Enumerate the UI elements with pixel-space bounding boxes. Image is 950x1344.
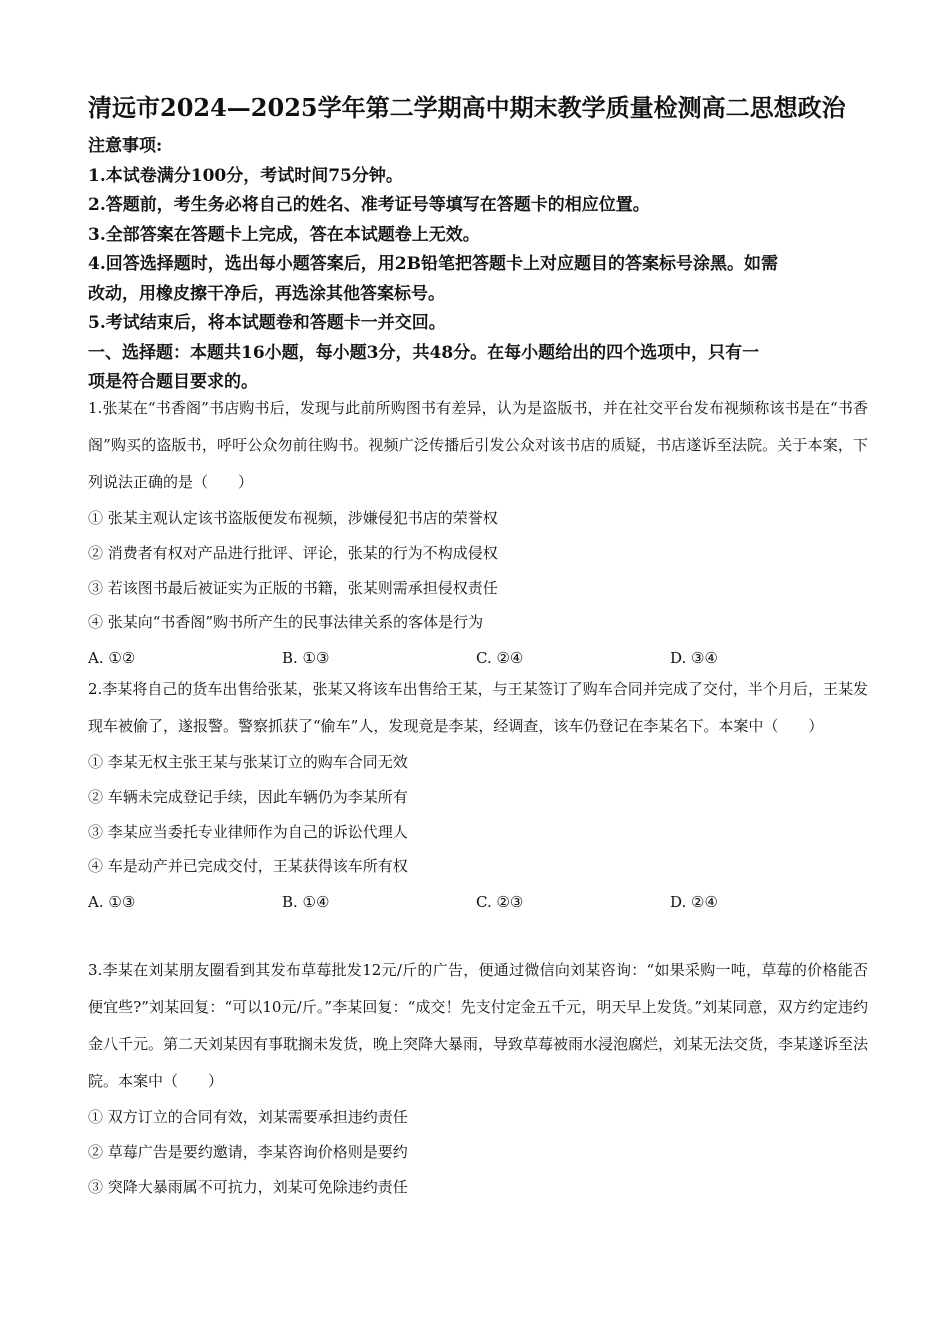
- question-stem: 2.李某将自己的货车出售给张某，张某又将该车出售给王某，与王某签订了购车合同并完成了交付，半个月后，王某发现车被偷了，遂报警。警察抓获了“偷车”人，发现竟是李某，经调查，该车仍登记在李某名下。本案中（ ）: [88, 680, 868, 735]
- option-statement: ③ 若该图书最后被证实为正版的书籍，张某则需承担侵权责任: [88, 578, 498, 597]
- notice-item: 4.回答选择题时，选出每小题答案后，用2B铅笔把答题卡上对应题目的答案标号涂黑。如需: [88, 254, 778, 274]
- notice-item: 2.答题前，考生务必将自己的姓名、准考证号等填写在答题卡的相应位置。: [88, 195, 650, 215]
- choice-c: C. ②④: [476, 649, 524, 668]
- option-statement: ④ 张某向“书香阁”购书所产生的民事法律关系的客体是行为: [88, 613, 484, 632]
- question-2: [88, 671, 868, 920]
- option-statement: ② 车辆未完成登记手续，因此车辆仍为李某所有: [88, 787, 408, 806]
- choice-b: B. ①③: [282, 649, 330, 668]
- option-statement: ① 双方订立的合同有效，刘某需要承担违约责任: [88, 1108, 408, 1126]
- section-heading-line: 一、选择题：本题共16小题，每小题3分，共48分。在每小题给出的四个选项中，只有一: [88, 342, 760, 363]
- question-stem: 3.李某在刘某朋友圈看到其发布草莓批发12元/斤的广告，便通过微信向刘某咨询：“如果采购一吨，草莓的价格能否便宜些?”刘某回复：“可以10元/斤。”李某回复：“成交！先支付定金五千元，明天早上发货。”刘某同意，双方约定违约金八千元。第二天刘某因有事耽搁未发货，晚上突降大暴雨，导致草莓被雨水浸泡腐烂，刘某无法交货，李某遂诉至法院。本案中（ ）: [88, 961, 869, 1090]
- notice-item: 3.全部答案在答题卡上完成，答在本试题卷上无效。: [88, 224, 480, 245]
- choice-a: A. ①③: [88, 893, 136, 912]
- question-stem: 1.张某在“书香阁”书店购书后，发现与此前所购图书有差异，认为是盗版书，并在社交平台发布视频称该书是在“书香阁”购买的盗版书，呼吁公众勿前往购书。视频广泛传播后引发公众对该书店的质疑，书店遂诉至法院。关于本案，下列说法正确的是（ ）: [88, 399, 868, 491]
- option-statement: ① 张某主观认定该书盗版便发布视频，涉嫌侵犯书店的荣誉权: [88, 509, 498, 527]
- choice-d: D. ②④: [670, 893, 718, 912]
- exam-title: 清远市2024—2025学年第二学期高中期末教学质量检测高二思想政治: [88, 93, 846, 122]
- section-heading-line: 项是符合题目要求的。: [88, 372, 258, 392]
- option-statement: ② 草莓广告是要约邀请，李某咨询价格则是要约: [88, 1142, 408, 1161]
- choice-c: C. ②③: [476, 893, 524, 912]
- choice-d: D. ③④: [670, 649, 718, 668]
- option-statement: ④ 车是动产并已完成交付，王某获得该车所有权: [88, 857, 408, 876]
- option-statement: ② 消费者有权对产品进行批评、评论，张某的行为不构成侵权: [88, 543, 498, 562]
- notice-item: 改动，用橡皮擦干净后，再选涂其他答案标号。: [88, 283, 445, 304]
- notice-item: 1.本试卷满分100分，考试时间75分钟。: [88, 165, 403, 186]
- notice-item: 5.考试结束后，将本试题卷和答题卡一并交回。: [88, 313, 446, 333]
- notice-block: [88, 132, 878, 398]
- option-statement: ① 李某无权主张王某与张某订立的购车合同无效: [88, 753, 408, 771]
- notice-heading: 注意事项:: [88, 136, 163, 156]
- choice-b: B. ①④: [282, 893, 330, 912]
- question-1: [88, 390, 868, 676]
- question-3: [88, 952, 868, 1204]
- choice-a: A. ①②: [88, 649, 136, 668]
- option-statement: ③ 李某应当委托专业律师作为自己的诉讼代理人: [88, 822, 408, 841]
- answer-choices: [88, 884, 868, 920]
- option-statement: ③ 突降大暴雨属不可抗力，刘某可免除违约责任: [88, 1177, 408, 1196]
